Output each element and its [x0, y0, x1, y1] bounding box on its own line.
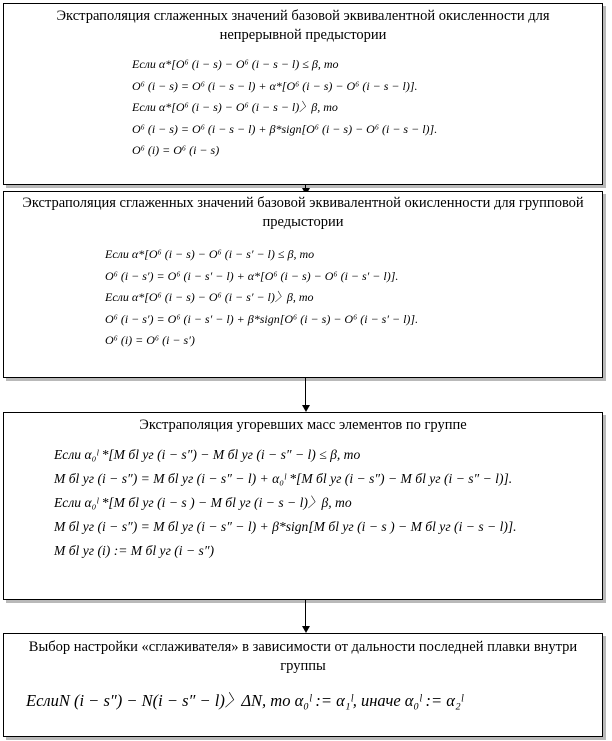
block-title: Выбор настройки «сглаживателя» в зависимости от дальности последней плавки внутри группы	[28, 639, 578, 674]
formula-group	[105, 244, 418, 352]
block-title: Экстраполяция угоревших масс элементов по группе	[139, 417, 467, 433]
formula-line: Если α*[O⁶ (i − s) − O⁶ (i − s − l) ≤ β, то	[132, 57, 339, 71]
block-title: Экстраполяция сглаженных значений базовой эквивалентной окисленности для непрерывной предыстории	[56, 8, 550, 43]
formula-line: ЕслиN (i − s″) − N(i − s″ − l)〉ΔN, то α₀ˡ := α₁ˡ, иначе α₀ˡ := α₂ˡ	[26, 691, 463, 710]
formula-group	[26, 688, 463, 714]
formula-line: O⁶ (i − s′) = O⁶ (i − s′ − l) + α*[O⁶ (i − s) − O⁶ (i − s′ − l)].	[105, 268, 399, 283]
formula-line: Если α*[O⁶ (i − s) − O⁶ (i − s′ − l)〉β, то	[105, 290, 314, 304]
formula-line: Если α*[O⁶ (i − s) − O⁶ (i − s′ − l) ≤ β, то	[105, 247, 315, 261]
formula-line: O⁶ (i) = O⁶ (i − s′)	[105, 333, 195, 347]
formula-line: M бl уг (i − s″) = M бl уг (i − s″ − l) + α₀ˡ *[M бl уг (i − s″) − M бl уг (i − s″ − l)].	[54, 471, 513, 486]
formula-line: O⁶ (i) = O⁶ (i − s)	[132, 143, 220, 157]
formula-line: M бl уг (i − s″) = M бl уг (i − s″ − l) + β*sign[M бl уг (i − s ) − M бl уг (i − s − l)].	[54, 519, 517, 534]
block-smoother-selection	[3, 633, 603, 737]
block-continuous-history	[3, 3, 603, 185]
flow-arrow	[302, 600, 310, 633]
block-burnt-masses	[3, 412, 603, 600]
formula-line: O⁶ (i − s) = O⁶ (i − s − l) + α*[O⁶ (i − s) − O⁶ (i − s − l)].	[132, 78, 418, 93]
formula-group	[54, 443, 517, 563]
formula-group	[132, 54, 437, 162]
formula-line: M бl уг (i) := M бl уг (i − s″)	[54, 543, 215, 558]
flow-arrow	[302, 378, 310, 412]
block-title: Экстраполяция сглаженных значений базовой эквивалентной окисленности для групповой предыстории	[22, 195, 584, 230]
formula-line: Если α₀ˡ *[M бl уг (i − s″) − M бl уг (i − s″ − l) ≤ β, то	[54, 447, 361, 462]
formula-line: O⁶ (i − s′) = O⁶ (i − s′ − l) + β*sign[O⁶ (i − s) − O⁶ (i − s′ − l)].	[105, 311, 419, 326]
block-group-history	[3, 191, 603, 378]
formula-line: Если α₀ˡ *[M бl уг (i − s ) − M бl уг (i − s − l)〉β, то	[54, 495, 352, 510]
formula-line: O⁶ (i − s) = O⁶ (i − s − l) + β*sign[O⁶ (i − s) − O⁶ (i − s − l)].	[132, 121, 438, 136]
formula-line: Если α*[O⁶ (i − s) − O⁶ (i − s − l)〉β, то	[132, 100, 338, 114]
